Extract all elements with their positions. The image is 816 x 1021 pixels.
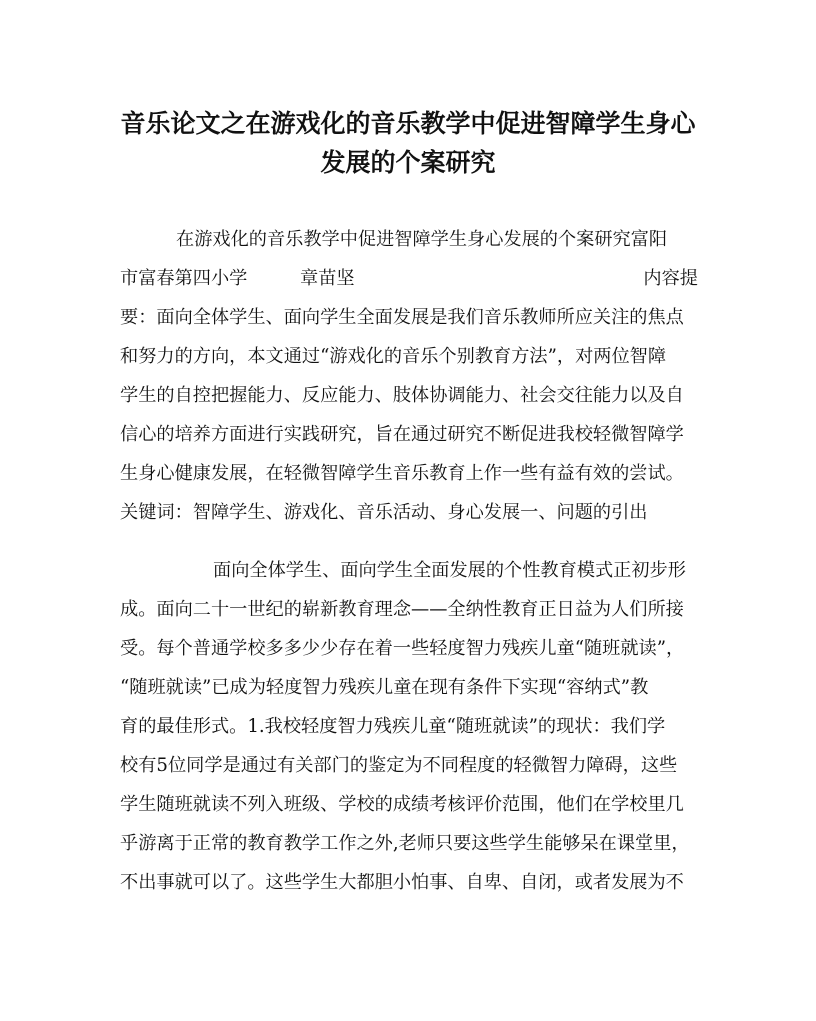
document-title-line-2: 发展的个案研究	[320, 148, 496, 177]
author-name: 章苗坚	[300, 268, 355, 289]
body-line: 不出事就可以了。这些学生大都胆小怕事、自卑、自闭，或者发展为不	[120, 872, 684, 893]
body-line: 关键词：智障学生、游戏化、音乐活动、身心发展一、问题的引出	[120, 502, 648, 523]
body-line: 乎游离于正常的教育教学工作之外,老师只要这些学生能够呆在课堂里，	[120, 833, 690, 854]
body-line: 学生随班就读不列入班级、学校的成绩考核评价范围，他们在学校里几	[120, 794, 684, 815]
document-title-line-1: 音乐论文之在游戏化的音乐教学中促进智障学生身心	[120, 109, 696, 138]
abstract-label: 内容提	[643, 268, 698, 289]
school-name: 市富春第四小学	[120, 268, 248, 289]
body-line: 校有5位同学是通过有关部门的鉴定为不同程度的轻微智力障碍，这些	[120, 755, 678, 776]
body-line: 生身心健康发展，在轻微智障学生音乐教育上作一些有益有效的尝试。	[120, 463, 684, 484]
body-line: “随班就读”已成为轻度智力残疾儿童在现有条件下实现“容纳式”教	[120, 677, 649, 698]
body-line: 受。每个普通学校多多少少存在着一些轻度智力残疾儿童“随班就读”，	[120, 638, 685, 659]
body-line: 在游戏化的音乐教学中促进智障学生身心发展的个案研究富阳	[176, 229, 668, 250]
body-line: 成。面向二十一世纪的崭新教育理念——全纳性教育正日益为人们所接	[120, 599, 684, 620]
body-line: 要：面向全体学生、面向学生全面发展是我们音乐教师所应关注的焦点	[120, 307, 684, 328]
body-line: 学生的自控把握能力、反应能力、肢体协调能力、社会交往能力以及自	[120, 385, 684, 406]
body-line: 面向全体学生、面向学生全面发展的个性教育模式正初步形	[213, 560, 686, 581]
body-line: 和努力的方向，本文通过“游戏化的音乐个别教育方法”，对两位智障	[120, 346, 667, 367]
body-line: 育的最佳形式。1.我校轻度智力残疾儿童“随班就读”的现状：我们学	[120, 716, 666, 737]
body-line: 信心的培养方面进行实践研究，旨在通过研究不断促进我校轻微智障学	[120, 424, 684, 445]
